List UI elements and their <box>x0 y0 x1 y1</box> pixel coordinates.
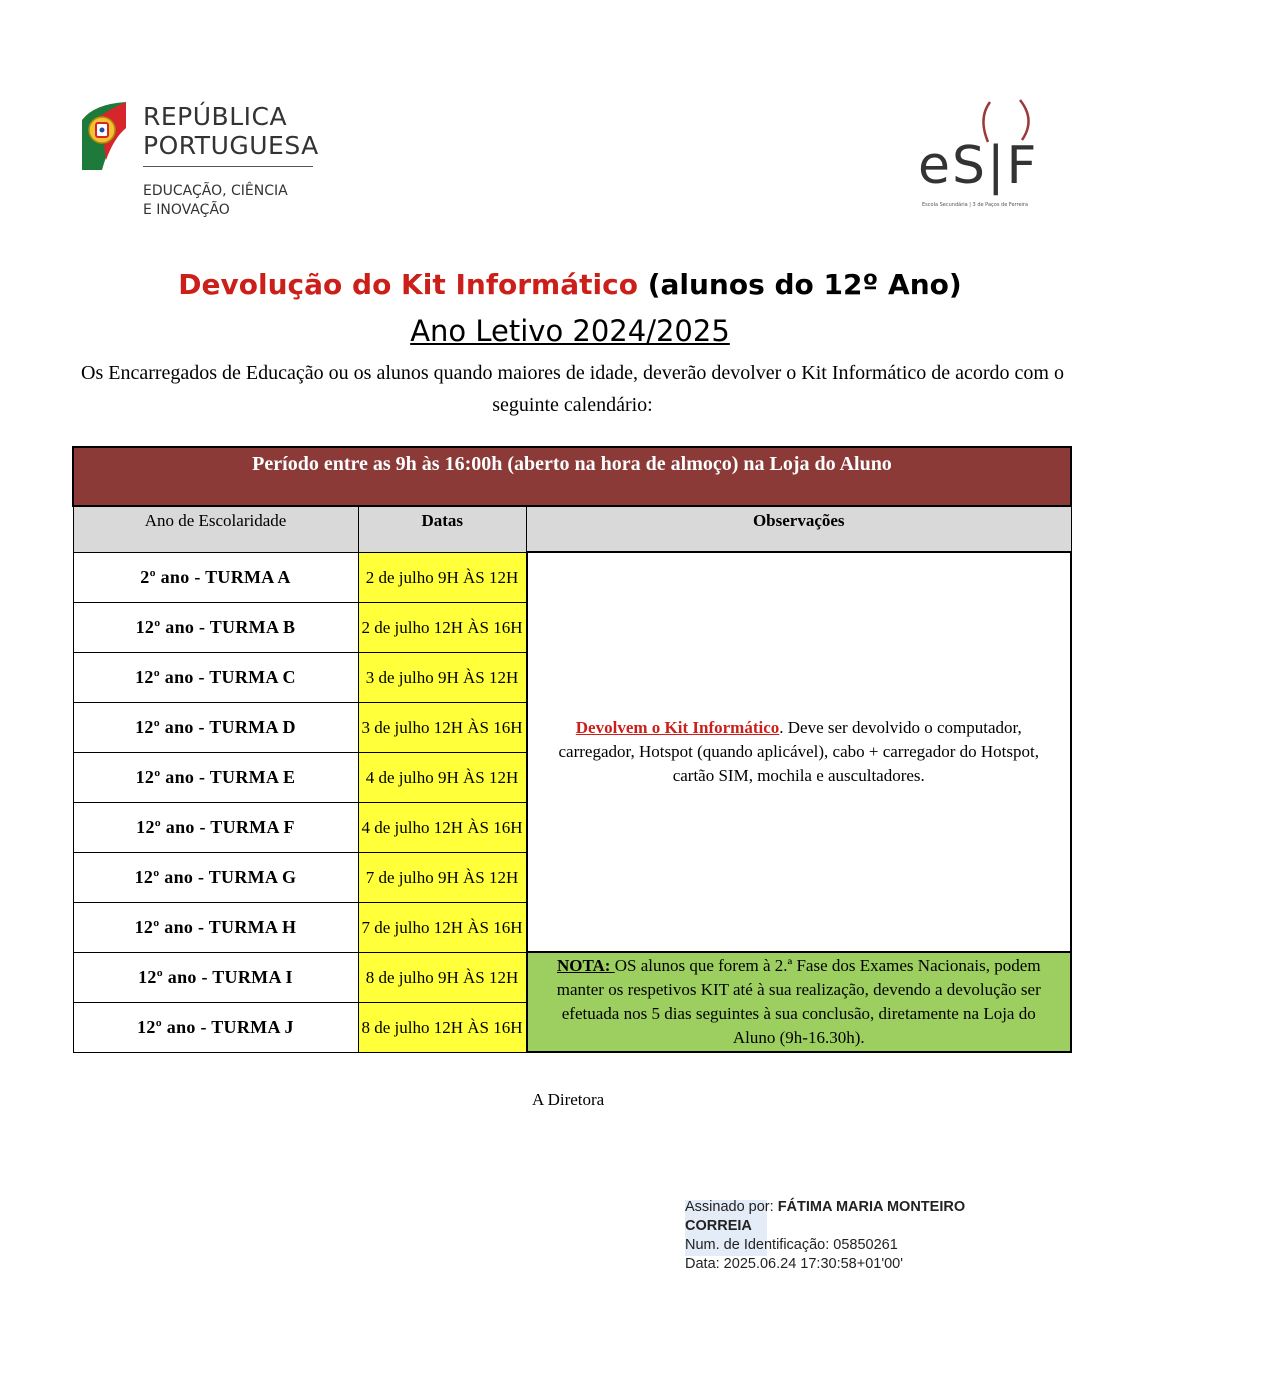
digital-signature <box>685 1198 1015 1274</box>
column-header-dates: Datas <box>358 506 527 552</box>
note-cell <box>527 952 1072 1052</box>
grade-cell: 12º ano - TURMA G <box>73 852 358 902</box>
date-cell: 4 de julho 9H ÀS 12H <box>358 752 527 802</box>
signed-by-label: Assinado por: <box>685 1199 778 1215</box>
signature-id: Num. de Identificação: 05850261 <box>685 1237 898 1253</box>
grade-cell: 12º ano - TURMA E <box>73 752 358 802</box>
grade-cell: 12º ano - TURMA B <box>73 602 358 652</box>
date-cell: 4 de julho 12H ÀS 16H <box>358 802 527 852</box>
republic-name: REPÚBLICA PORTUGUESA <box>143 102 319 160</box>
date-cell: 7 de julho 12H ÀS 16H <box>358 902 527 952</box>
portugal-emblem-icon <box>80 100 130 172</box>
intro-paragraph: Os Encarregados de Educação ou os alunos quando maiores de idade, deverão devolver o Kit Informático de acordo com o seguinte calendário: <box>81 362 1064 416</box>
grade-cell: 12º ano - TURMA J <box>73 1002 358 1052</box>
signature-date: Data: 2025.06.24 17:30:58+01'00' <box>685 1256 903 1272</box>
school-logo-caption: Escola Secundária | 3 de Paços de Ferreira <box>922 202 1029 208</box>
date-cell: 8 de julho 9H ÀS 12H <box>358 952 527 1002</box>
date-cell: 2 de julho 12H ÀS 16H <box>358 602 527 652</box>
table-row <box>73 952 1071 1002</box>
signer-name: FÁTIMA MARIA MONTEIRO CORREIA <box>685 1199 966 1234</box>
date-cell: 2 de julho 9H ÀS 12H <box>358 552 527 602</box>
title-rest: (alunos do 12º Ano) <box>637 268 962 301</box>
observations-cell <box>527 552 1072 952</box>
grade-cell: 12º ano - TURMA C <box>73 652 358 702</box>
ministry-name: EDUCAÇÃO, CIÊNCIA E INOVAÇÃO <box>143 183 288 218</box>
grade-cell: 12º ano - TURMA H <box>73 902 358 952</box>
grade-cell: 12º ano - TURMA I <box>73 952 358 1002</box>
column-header-observations: Observações <box>527 506 1072 552</box>
school-logo-text: eS|F <box>918 136 1039 196</box>
director-label: A Diretora <box>532 1090 605 1109</box>
divider <box>143 166 313 167</box>
note-text: OS alunos que forem à 2.ª Fase dos Exames Nacionais, podem manter os respetivos KIT até à sua realização, devendo a devolução ser efetuada nos 5 dias seguintes à sua conclusão, diretamente na Loja do Aluno (9h-16.30h). <box>556 956 1041 1047</box>
republica-portuguesa-logo <box>80 98 330 223</box>
grade-cell: 2º ano - TURMA A <box>73 552 358 602</box>
document-title <box>0 268 1140 301</box>
note-label: NOTA: <box>556 956 615 975</box>
date-cell: 3 de julho 12H ÀS 16H <box>358 702 527 752</box>
schedule-table <box>72 446 1072 1053</box>
school-logo <box>918 96 1058 216</box>
observation-text: . Deve ser devolvido o computador, carregador, Hotspot (quando aplicável), cabo + carregador do Hotspot, cartão SIM, mochila e auscultadores. <box>558 718 1039 785</box>
column-header-grade: Ano de Escolaridade <box>73 506 358 552</box>
school-year: Ano Letivo 2024/2025 <box>410 314 730 348</box>
observation-highlight: Devolvem o Kit Informático <box>575 718 780 737</box>
date-cell: 3 de julho 9H ÀS 12H <box>358 652 527 702</box>
date-cell: 8 de julho 12H ÀS 16H <box>358 1002 527 1052</box>
date-cell: 7 de julho 9H ÀS 12H <box>358 852 527 902</box>
title-highlight: Devolução do Kit Informático <box>178 268 638 301</box>
grade-cell: 12º ano - TURMA D <box>73 702 358 752</box>
table-row <box>73 552 1071 602</box>
table-banner: Período entre as 9h às 16:00h (aberto na hora de almoço) na Loja do Aluno <box>73 447 1071 506</box>
grade-cell: 12º ano - TURMA F <box>73 802 358 852</box>
